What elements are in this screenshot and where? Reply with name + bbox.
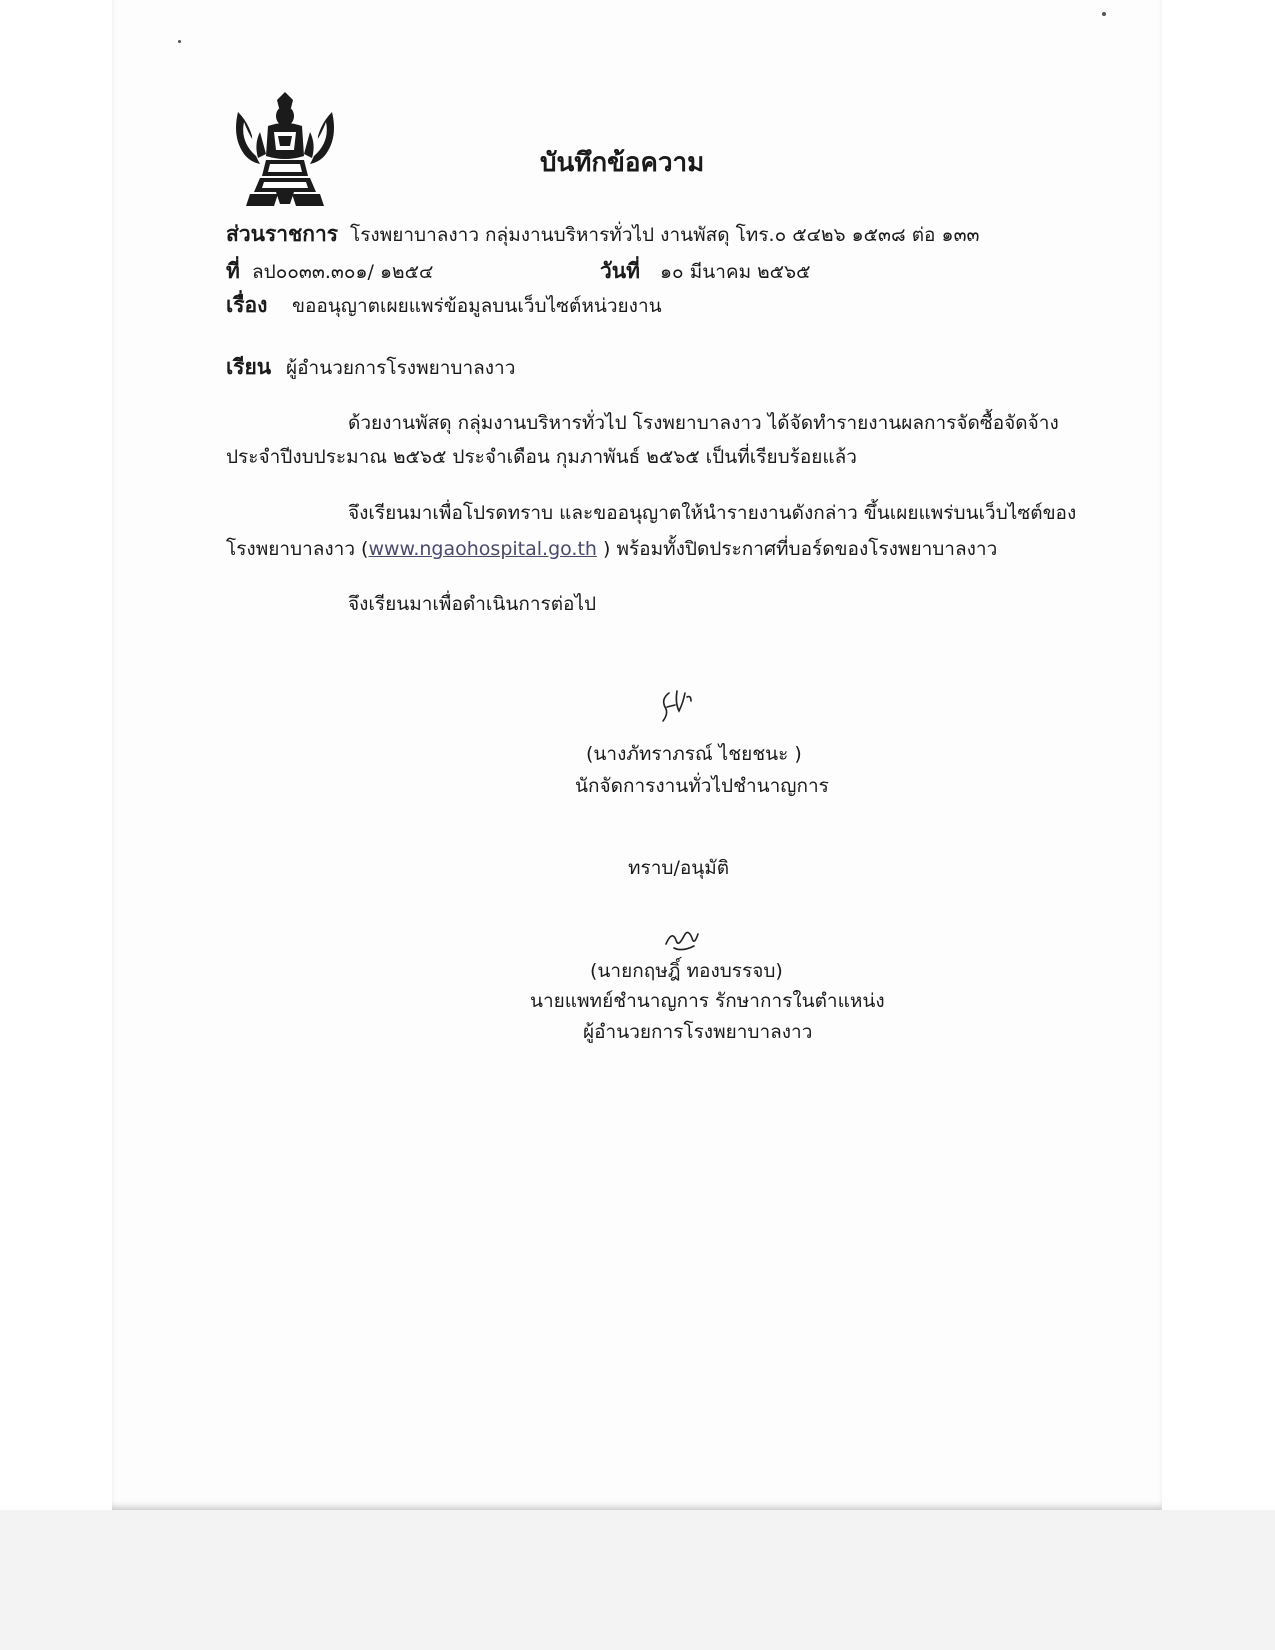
addressee-value: ผู้อำนวยการโรงพยาบาลงาว: [286, 357, 516, 379]
signer-2-name: (นายกฤษฎิ์ ทองบรรจบ): [590, 960, 783, 982]
paragraph-2-line-2: [226, 536, 997, 562]
left-margin: [0, 0, 112, 1510]
agency-label: ส่วนราชการ: [226, 222, 339, 246]
handwritten-signature-2: [660, 922, 706, 956]
subject-value: ขออนุญาตเผยแพร่ข้อมูลบนเว็บไซต์หน่วยงาน: [292, 295, 662, 317]
date-label: วันที่: [600, 259, 640, 283]
subject-label: เรื่อง: [226, 293, 268, 317]
paragraph-1-line-1: ด้วยงานพัสดุ กลุ่มงานบริหารทั่วไป โรงพยาบาลงาว ได้จัดทำรายงานผลการจัดซื้อจัดจ้าง: [348, 412, 1059, 434]
handwritten-signature-1: [655, 685, 701, 727]
scan-speck: [178, 40, 181, 43]
paragraph-3: จึงเรียนมาเพื่อดำเนินการต่อไป: [348, 593, 597, 615]
addressee-label: เรียน: [226, 355, 272, 379]
scan-speck: [1102, 12, 1106, 16]
signer-2-position-line-1: นายแพทย์ชำนาญการ รักษาการในตำแหน่ง: [530, 990, 885, 1012]
garuda-emblem-icon: [230, 92, 340, 207]
paragraph-1-line-2: ประจำปีงบประมาณ ๒๕๖๕ ประจำเดือน กุมภาพันธ์ ๒๕๖๕ เป็นที่เรียบร้อยแล้ว: [226, 446, 857, 468]
approval-text: ทราบ/อนุมัติ: [628, 857, 730, 879]
paragraph-2-text-start: โรงพยาบาลงาว (: [226, 538, 369, 560]
date-value: ๑๐ มีนาคม ๒๕๖๕: [660, 261, 811, 283]
website-link[interactable]: www.ngaohospital.go.th: [368, 538, 597, 560]
bottom-band: [0, 1510, 1275, 1650]
paragraph-2-line-1: จึงเรียนมาเพื่อโปรดทราบ และขออนุญาตให้นำรายงานดังกล่าว ขึ้นเผยแพร่บนเว็บไซต์ของ: [348, 502, 1077, 524]
paragraph-2-text-end: ) พร้อมทั้งปิดประกาศที่บอร์ดของโรงพยาบาลงาว: [596, 538, 998, 560]
reference-value: ลป๐๐๓๓.๓๐๑/ ๑๒๕๔: [252, 261, 434, 283]
signer-1-position: นักจัดการงานทั่วไปชำนาญการ: [575, 775, 829, 797]
signer-1-name: (นางภัทราภรณ์ ไชยชนะ ): [586, 743, 802, 765]
document-title: บันทึกข้อความ: [540, 148, 705, 178]
right-margin: [1162, 0, 1275, 1510]
signer-2-position-line-2: ผู้อำนวยการโรงพยาบาลงาว: [583, 1021, 813, 1043]
agency-value: โรงพยาบาลงาว กลุ่มงานบริหารทั่วไป งานพัสดุ โทร.๐ ๕๔๒๖ ๑๕๓๘ ต่อ ๑๓๓: [350, 224, 980, 246]
reference-label: ที่: [226, 259, 240, 283]
